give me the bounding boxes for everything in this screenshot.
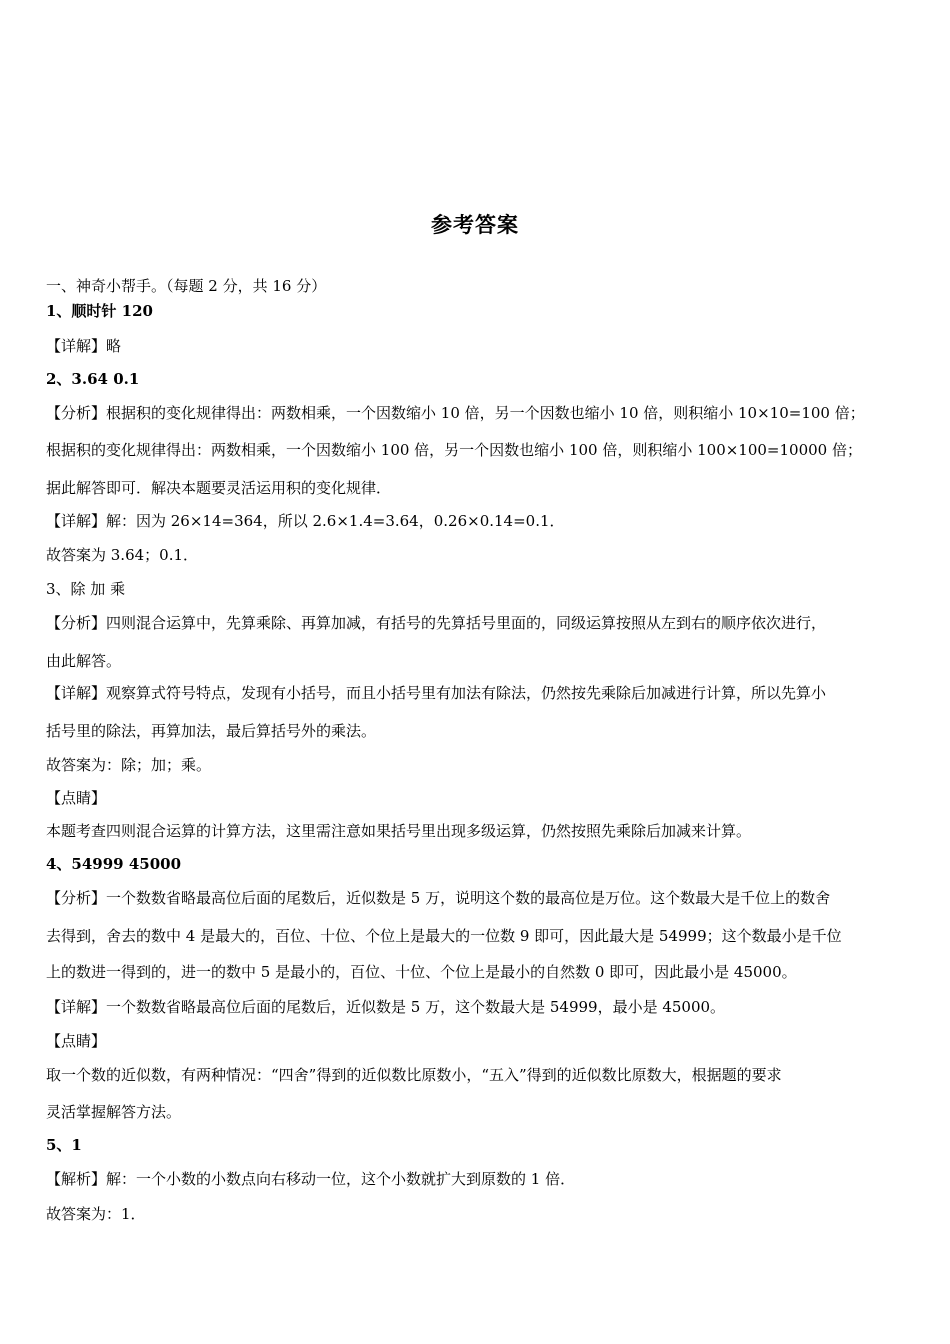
answer-1: 1、顺时针 120 xyxy=(46,302,153,320)
page-title: 参考答案 xyxy=(431,213,519,237)
analysis-line: 据此解答即可．解决本题要灵活运用积的变化规律． xyxy=(46,479,392,497)
answer-line: 故答案为 3.64；0.1． xyxy=(46,546,199,564)
answer-line: 故答案为：除；加；乘。 xyxy=(46,756,212,774)
remark-line: 取一个数的近似数，有两种情况：“四舍”得到的近似数比原数小，“五入”得到的近似数比原数大，根据题的要求 xyxy=(46,1066,782,1084)
section-heading: 一、神奇小帮手。（每题 2 分，共 16 分） xyxy=(46,277,327,295)
analysis-line: 上的数进一得到的，进一的数中 5 是最小的，百位、十位、个位上是最小的自然数 0 即可，因此最小是 45000。 xyxy=(46,963,797,981)
explanation-line: 【详解】略 xyxy=(46,337,122,355)
analysis-line: 【分析】一个数数省略最高位后面的尾数后，近似数是 5 万，说明这个数的最高位是万位。这个数最大是千位上的数舍 xyxy=(46,889,831,907)
explanation-line: 括号里的除法，再算加法，最后算括号外的乘法。 xyxy=(46,722,377,740)
remark-line: 本题考查四则混合运算的计算方法，这里需注意如果括号里出现多级运算，仍然按照先乘除后加减来计算。 xyxy=(46,822,752,840)
explanation-line: 【详解】观察算式符号特点，发现有小括号，而且小括号里有加法有除法，仍然按先乘除后加减进行计算，所以先算小 xyxy=(46,684,827,702)
answer-2: 2、3.64 0.1 xyxy=(46,370,140,388)
answer-4: 4、54999 45000 xyxy=(46,855,182,873)
explanation-line: 【详解】一个数数省略最高位后面的尾数后，近似数是 5 万，这个数最大是 54999，最小是 45000。 xyxy=(46,998,726,1016)
answer-3: 3、除 加 乘 xyxy=(46,580,126,598)
remark-line: 灵活掌握解答方法。 xyxy=(46,1103,182,1121)
explanation-line: 【解析】解：一个小数的小数点向右移动一位，这个小数就扩大到原数的 1 倍． xyxy=(46,1170,576,1188)
analysis-line: 去得到，舍去的数中 4 是最大的，百位、十位、个位上是最大的一位数 9 即可，因此最大是 54999；这个数最小是千位 xyxy=(46,927,842,945)
answer-5: 5、1 xyxy=(46,1136,82,1154)
analysis-line: 由此解答。 xyxy=(46,652,122,670)
remark-label: 【点睛】 xyxy=(46,1032,107,1050)
remark-label: 【点睛】 xyxy=(46,789,107,807)
analysis-line: 根据积的变化规律得出：两数相乘，一个因数缩小 100 倍，另一个因数也缩小 100 倍，则积缩小 100×100=10000 倍； xyxy=(46,441,862,459)
answer-line: 故答案为：1． xyxy=(46,1205,146,1223)
analysis-line: 【分析】四则混合运算中，先算乘除、再算加减，有括号的先算括号里面的，同级运算按照从左到右的顺序依次进行， xyxy=(46,614,827,632)
explanation-line: 【详解】解：因为 26×14=364，所以 2.6×1.4=3.64，0.26×0.14=0.1． xyxy=(46,512,565,530)
analysis-line: 【分析】根据积的变化规律得出：两数相乘，一个因数缩小 10 倍，另一个因数也缩小 10 倍，则积缩小 10×10=100 倍； xyxy=(46,404,865,422)
